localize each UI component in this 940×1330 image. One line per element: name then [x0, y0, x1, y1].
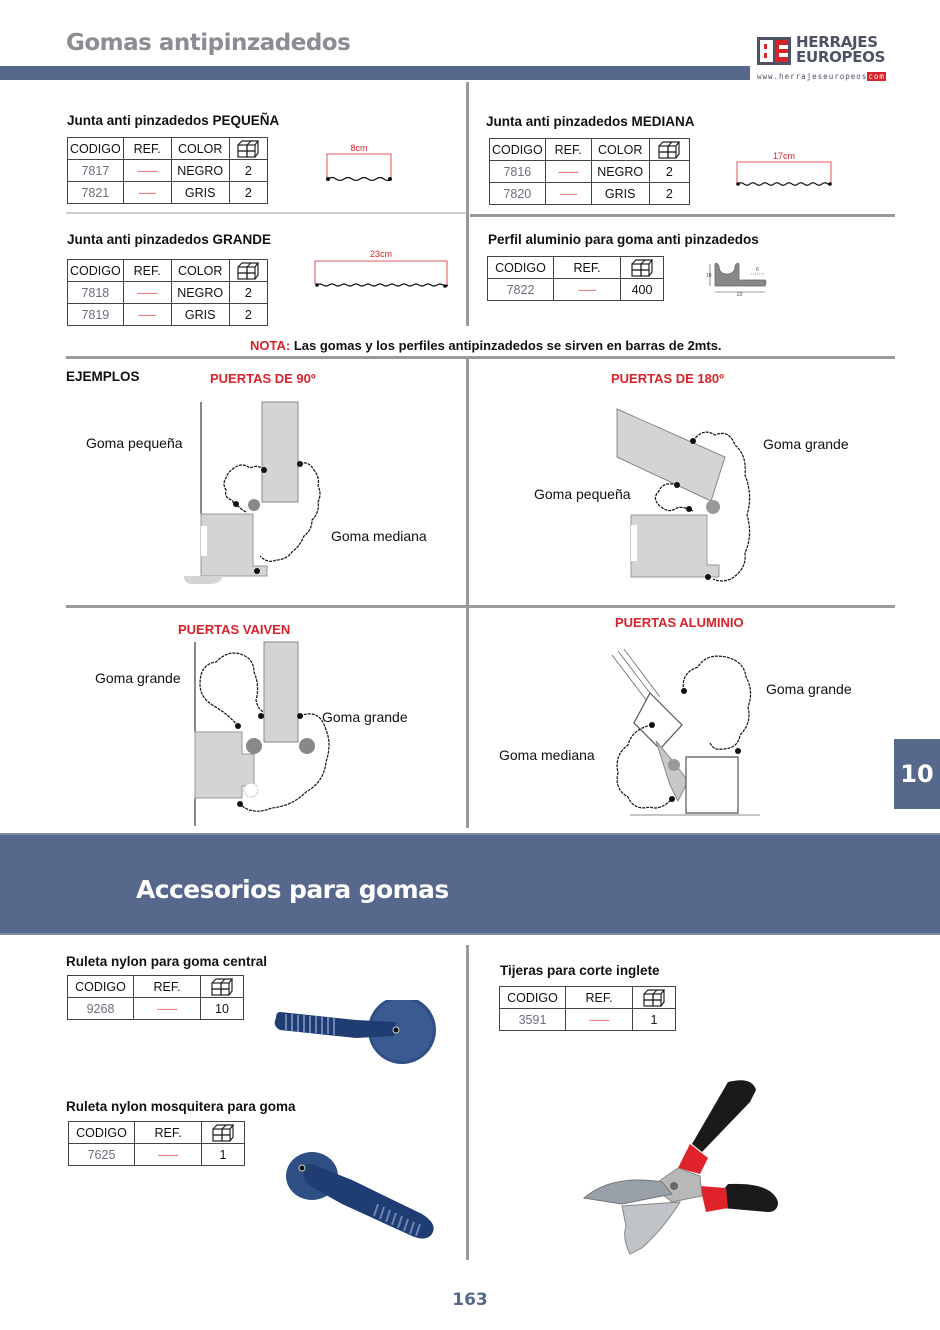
row-divider — [470, 214, 895, 217]
diagram-puertas-180 — [615, 405, 765, 585]
cell-ref: ------- — [545, 183, 591, 205]
nylon-roller-tool-image — [272, 1000, 442, 1070]
col-qty — [621, 257, 664, 279]
product-table-mediana — [489, 138, 690, 205]
brand-line2: EUROPEOS — [796, 48, 886, 66]
box-pack-icon — [210, 977, 234, 997]
label-goma-pequena: Goma pequeña — [86, 435, 183, 451]
table-row — [69, 1144, 245, 1166]
cell-qty: 400 — [621, 279, 664, 301]
product-title-pequena: Junta anti pinzadedos PEQUEÑA — [67, 113, 280, 128]
product-table-ruleta-central — [67, 975, 244, 1020]
box-pack-icon — [642, 988, 666, 1008]
accessories-title: Accesorios para gomas — [136, 875, 449, 904]
label-goma-mediana: Goma mediana — [499, 747, 595, 763]
box-pack-icon — [236, 139, 260, 159]
row-divider — [66, 356, 895, 359]
cell-codigo: 7625 — [69, 1144, 135, 1166]
product-table-grande — [67, 259, 268, 326]
label-goma-pequena: Goma pequeña — [534, 486, 631, 502]
col-codigo: CODIGO — [68, 976, 134, 998]
dimension-label: 17cm — [772, 151, 795, 161]
cell-qty: 2 — [649, 183, 689, 205]
col-ref: REF. — [123, 260, 171, 282]
cell-ref: ------- — [123, 304, 171, 326]
cell-codigo: 7821 — [68, 182, 124, 204]
diagram-puertas-vaiven — [190, 640, 330, 830]
cell-qty: 2 — [229, 160, 267, 182]
mosquito-net-roller-tool-image — [282, 1150, 442, 1242]
table-header-row — [490, 139, 690, 161]
box-pack-icon — [630, 258, 654, 278]
miter-shears-image — [582, 1078, 792, 1258]
note-key: NOTA: — [250, 338, 291, 353]
col-ref: REF. — [123, 138, 171, 160]
cell-ref: -------- — [545, 161, 591, 183]
col-qty — [229, 138, 267, 160]
cell-ref: -------- — [135, 1144, 202, 1166]
col-qty — [229, 260, 267, 282]
dimension-label: 8cm — [350, 143, 368, 153]
page-title: Gomas antipinzadedos — [66, 30, 351, 56]
cell-ref: -------- — [123, 160, 171, 182]
column-divider — [466, 945, 469, 1260]
table-row — [490, 161, 690, 183]
heading-puertas-90: PUERTAS DE 90º — [210, 371, 316, 386]
col-ref: REF. — [566, 987, 633, 1009]
col-codigo: CODIGO — [68, 260, 124, 282]
dim-width-label: 22 — [737, 292, 743, 298]
column-divider — [466, 82, 469, 326]
cell-qty: 1 — [633, 1009, 676, 1031]
cell-codigo: 7822 — [488, 279, 554, 301]
cell-codigo: 3591 — [500, 1009, 566, 1031]
box-pack-icon — [211, 1123, 235, 1143]
cell-codigo: 7819 — [68, 304, 124, 326]
cell-codigo: 7818 — [68, 282, 124, 304]
table-header-row — [68, 138, 268, 160]
cell-color: NEGRO — [171, 282, 229, 304]
product-table-perfil — [487, 256, 664, 301]
brand-url-main: www.herrajeseuropeos — [757, 72, 868, 81]
table-row — [68, 160, 268, 182]
cell-qty: 2 — [649, 161, 689, 183]
cell-qty: 1 — [202, 1144, 245, 1166]
dimension-sketch-grande — [314, 251, 448, 293]
table-header-row — [488, 257, 664, 279]
brand-logo-mark-icon — [757, 37, 791, 65]
label-goma-grande: Goma grande — [766, 681, 852, 697]
row-divider — [66, 212, 466, 214]
cell-codigo: 7820 — [490, 183, 546, 205]
table-row — [490, 183, 690, 205]
examples-label: EJEMPLOS — [66, 369, 140, 384]
product-title-tijeras: Tijeras para corte inglete — [500, 963, 660, 978]
table-header-row — [68, 976, 244, 998]
col-codigo: CODIGO — [500, 987, 566, 1009]
cell-codigo: 7817 — [68, 160, 124, 182]
cell-ref: ------- — [123, 182, 171, 204]
aluminium-profile-section-icon — [705, 260, 775, 298]
product-title-ruleta-mosquitera: Ruleta nylon mosquitera para goma — [66, 1099, 296, 1114]
cell-qty: 2 — [229, 304, 267, 326]
brand-logo — [755, 34, 895, 84]
header-bar — [0, 66, 750, 80]
brand-url-tld: com — [868, 72, 885, 81]
table-row — [68, 998, 244, 1020]
col-ref: REF. — [135, 1122, 202, 1144]
dim-height-label: 18 — [706, 273, 712, 279]
cell-color: NEGRO — [171, 160, 229, 182]
box-pack-icon — [657, 140, 681, 160]
brand-name — [796, 35, 885, 65]
col-codigo: CODIGO — [490, 139, 546, 161]
cell-ref: ------- — [554, 279, 621, 301]
note-text — [250, 338, 722, 353]
cell-qty: 2 — [229, 182, 267, 204]
table-header-row — [68, 260, 268, 282]
cell-qty: 2 — [229, 282, 267, 304]
cell-color: GRIS — [171, 304, 229, 326]
brand-url — [757, 72, 886, 81]
label-goma-grande: Goma grande — [763, 436, 849, 452]
cell-qty: 10 — [201, 998, 244, 1020]
table-row — [68, 304, 268, 326]
dimension-sketch-pequena — [326, 145, 392, 185]
heading-puertas-180: PUERTAS DE 180º — [611, 371, 724, 386]
cell-ref: -------- — [134, 998, 201, 1020]
heading-puertas-aluminio: PUERTAS ALUMINIO — [615, 615, 744, 630]
col-color: COLOR — [171, 138, 229, 160]
product-table-pequena — [67, 137, 268, 204]
col-codigo: CODIGO — [68, 138, 124, 160]
box-pack-icon — [236, 261, 260, 281]
chapter-tab[interactable]: 10 — [894, 739, 940, 809]
cell-codigo: 7816 — [490, 161, 546, 183]
brand-line1: HERRAJES — [796, 33, 878, 51]
product-title-mediana: Junta anti pinzadedos MEDIANA — [486, 114, 695, 129]
dim-slot-label: 6 — [756, 267, 759, 273]
col-codigo: CODIGO — [488, 257, 554, 279]
dimension-label: 23cm — [369, 249, 392, 259]
col-qty — [202, 1122, 245, 1144]
cell-color: NEGRO — [591, 161, 649, 183]
note-body: Las gomas y los perfiles antipinzadedos se sirven en barras de 2mts. — [290, 338, 722, 353]
cell-ref: -------- — [566, 1009, 633, 1031]
col-ref: REF. — [554, 257, 621, 279]
dimension-sketch-mediana — [736, 153, 832, 189]
cell-color: GRIS — [591, 183, 649, 205]
table-row — [68, 282, 268, 304]
page-number: 163 — [452, 1290, 488, 1310]
product-table-ruleta-mosquitera — [68, 1121, 245, 1166]
heading-puertas-vaiven: PUERTAS VAIVEN — [178, 622, 291, 637]
col-ref: REF. — [545, 139, 591, 161]
row-divider — [66, 605, 895, 608]
col-qty — [633, 987, 676, 1009]
label-goma-grande-right: Goma grande — [322, 709, 408, 725]
table-row — [500, 1009, 676, 1031]
column-divider — [466, 359, 469, 605]
product-table-tijeras — [499, 986, 676, 1031]
column-divider — [466, 608, 469, 828]
cell-codigo: 9268 — [68, 998, 134, 1020]
product-title-perfil: Perfil aluminio para goma anti pinzadedos — [488, 232, 759, 247]
diagram-puertas-aluminio — [610, 645, 760, 820]
table-header-row — [69, 1122, 245, 1144]
label-goma-grande-left: Goma grande — [95, 670, 181, 686]
col-qty — [201, 976, 244, 998]
diagram-puertas-90 — [180, 398, 330, 588]
cell-color: GRIS — [171, 182, 229, 204]
product-title-grande: Junta anti pinzadedos GRANDE — [67, 232, 272, 247]
col-qty — [649, 139, 689, 161]
table-row — [68, 182, 268, 204]
col-ref: REF. — [134, 976, 201, 998]
col-codigo: CODIGO — [69, 1122, 135, 1144]
table-header-row — [500, 987, 676, 1009]
product-title-ruleta-central: Ruleta nylon para goma central — [66, 954, 268, 969]
col-color: COLOR — [591, 139, 649, 161]
table-row — [488, 279, 664, 301]
label-goma-mediana: Goma mediana — [331, 528, 427, 544]
cell-ref: -------- — [123, 282, 171, 304]
col-color: COLOR — [171, 260, 229, 282]
